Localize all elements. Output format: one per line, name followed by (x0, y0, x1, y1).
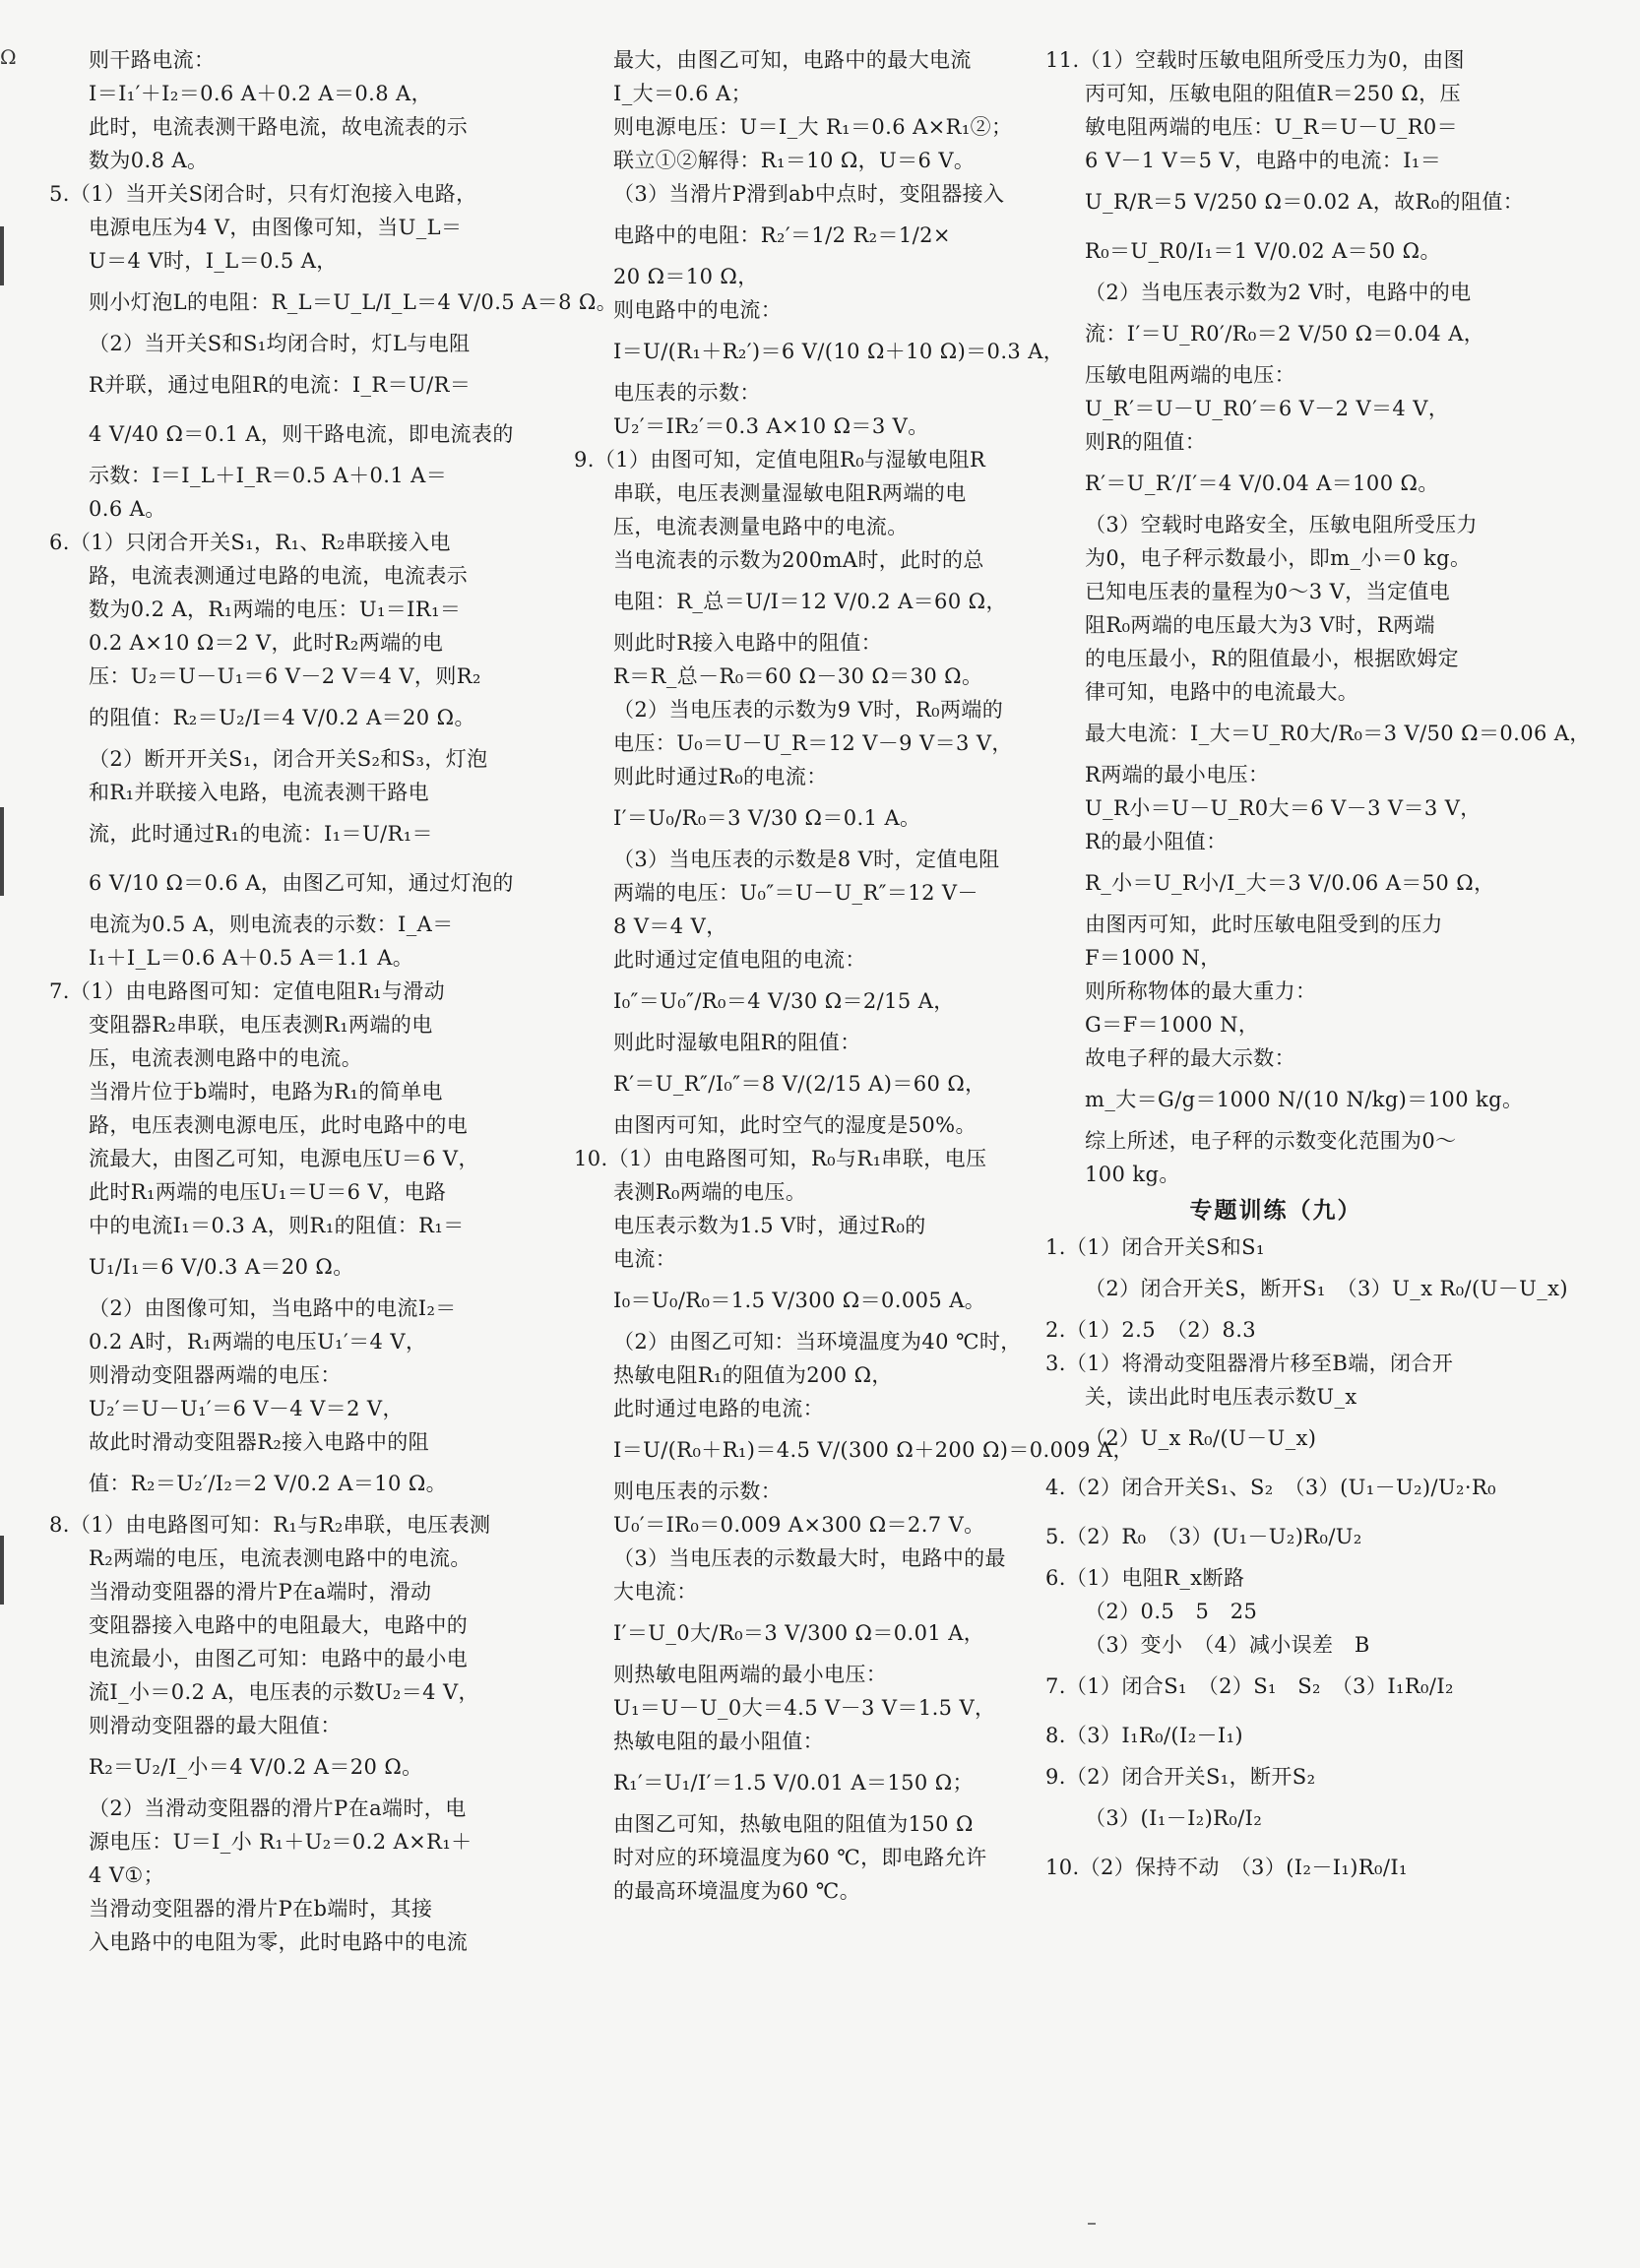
text-line: 则滑动变阻器的最大阻值： (89, 1714, 342, 1737)
text-line: 电压：U₀＝U－U_R＝12 V－9 V＝3 V， (613, 731, 1013, 755)
text-line: （2）当电压表示数为2 V时，电路中的电 (1085, 281, 1472, 304)
text-line: 则R的阻值： (1085, 430, 1207, 454)
text-line: （2）由图像可知，当电路中的电流I₂＝ (89, 1296, 457, 1320)
text-line: 压敏电阻两端的电压： (1085, 363, 1295, 387)
text-line: 由图丙可知，此时压敏电阻受到的压力 (1085, 913, 1443, 936)
formula-line: 6 V/10 Ω＝0.6 A，由图乙可知，通过灯泡的 (89, 871, 514, 895)
text-line: （2）由图乙可知：当环境温度为40 ℃时， (613, 1330, 1022, 1354)
text-line: 最大，由图乙可知，电路中的最大电流 (613, 48, 972, 72)
text-line: 压，电流表测量电路中的电流。 (613, 515, 909, 538)
formula-line: 电路中的电阻：R₂′＝1/2 R₂＝1/2× (613, 223, 951, 247)
text-line: R₂两端的电压，电流表测电路中的电流。 (89, 1546, 472, 1570)
text-line: 的最高环境温度为60 ℃。 (613, 1879, 861, 1903)
formula-line: I＝U/(R₀＋R₁)＝4.5 V/(300 Ω＋200 Ω)＝0.009 A， (613, 1438, 1134, 1462)
text-line: 压：U₂＝U－U₁＝6 V－2 V＝4 V，则R₂ (89, 664, 481, 688)
text-line: 则电路中的电流： (613, 298, 783, 322)
answer-6: 6.（1）电阻R_x断路 (1045, 1566, 1245, 1590)
formula-line: 4 V/40 Ω＝0.1 A，则干路电流，即电流表的 (89, 422, 514, 446)
answer-1: 1.（1）闭合开关S和S₁ (1045, 1235, 1265, 1259)
formula-line: I＝U/(R₁＋R₂′)＝6 V/(10 Ω＋10 Ω)＝0.3 A， (613, 340, 1065, 363)
answer-line: （3）变小 （4）减小误差 B (1085, 1633, 1370, 1657)
formula-line: I₀＝U₀/R₀＝1.5 V/300 Ω＝0.005 A。 (613, 1289, 986, 1312)
text-line: （2）当电压表的示数为9 V时，R₀两端的 (613, 698, 1004, 722)
text-line: 8 V＝4 V， (613, 914, 727, 938)
text-line: 电流： (613, 1247, 677, 1271)
column-left (49, 43, 618, 1959)
text-line: 示数：I＝I_L＋I_R＝0.5 A＋0.1 A＝ (89, 464, 448, 487)
formula-line: I′＝U_0大/R₀＝3 V/300 Ω＝0.01 A， (613, 1621, 985, 1645)
text-line: 0.6 A。 (89, 497, 166, 521)
text-line: 流I_小＝0.2 A，电压表的示数U₂＝4 V， (89, 1680, 479, 1704)
answer-line: （3）(I₁－I₂)R₀/I₂ (1085, 1806, 1263, 1830)
text-line: I₁＋I_L＝0.6 A＋0.5 A＝1.1 A。 (89, 946, 414, 970)
answer-4: 4.（2）闭合开关S₁、S₂ （3）(U₁－U₂)/U₂·R₀ (1045, 1476, 1496, 1499)
binding-edge-mark (0, 1536, 4, 1605)
text-line: 丙可知，压敏电阻的阻值R＝250 Ω，压 (1085, 82, 1461, 105)
text-line: 律可知，电路中的电流最大。 (1085, 680, 1359, 704)
text-line: 敏电阻两端的电压：U_R＝U－U_R0＝ (1085, 115, 1459, 139)
text-line: 20 Ω＝10 Ω， (613, 265, 759, 288)
formula-line: I′＝U₀/R₀＝3 V/30 Ω＝0.1 A。 (613, 806, 921, 830)
text-line: 6 V－1 V＝5 V，电路中的电流：I₁＝ (1085, 149, 1442, 172)
formula-line: 流：I′＝U_R0′/R₀＝2 V/50 Ω＝0.04 A， (1085, 322, 1485, 346)
text-line: 当滑动变阻器的滑片P在a端时，滑动 (89, 1580, 432, 1604)
answer-line: （2）闭合开关S，断开S₁ （3）U_x R₀/(U－U_x) (1085, 1277, 1568, 1300)
formula-line: 值：R₂＝U₂′/I₂＝2 V/0.2 A＝10 Ω。 (89, 1472, 448, 1495)
text-line: 路，电流表测通过电路的电流，电流表示 (89, 564, 469, 588)
text-line: 热敏电阻R₁的阻值为200 Ω， (613, 1363, 893, 1387)
question-7: 7.（1）由电路图可知：定值电阻R₁与滑动 (49, 979, 446, 1003)
text-line: （3）空载时电路安全，压敏电阻所受压力 (1085, 513, 1478, 536)
answer-line: 关，读出此时电压表示数U_x (1085, 1385, 1357, 1409)
text-line: 此时通过电路的电流： (613, 1397, 824, 1420)
text-line: 流最大，由图乙可知，电源电压U＝6 V， (89, 1147, 479, 1170)
text-line: （2）断开开关S₁，闭合开关S₂和S₃，灯泡 (89, 747, 488, 771)
text-line: 的电压最小，R的阻值最小，根据欧姆定 (1085, 647, 1460, 670)
text-line: 此时，电流表测干路电流，故电流表的示 (89, 115, 469, 139)
formula-line: m_大＝G/g＝1000 N/(10 N/kg)＝100 kg。 (1085, 1088, 1524, 1111)
text-line: U_R′＝U－U_R0′＝6 V－2 V＝4 V， (1085, 397, 1450, 420)
text-line: 4 V①； (89, 1863, 165, 1887)
text-line: 0.2 A时，R₁两端的电压U₁′＝4 V， (89, 1330, 427, 1354)
text-line: 中的电流I₁＝0.3 A，则R₁的阻值：R₁＝ (89, 1214, 465, 1237)
text-line: 则干路电流： (89, 48, 216, 72)
text-line: F＝1000 N， (1085, 946, 1222, 970)
text-line: 联立①②解得：R₁＝10 Ω，U＝6 V。 (613, 149, 976, 172)
formula-line: R_小＝U_R小/I_大＝3 V/0.06 A＝50 Ω， (1085, 871, 1495, 895)
text-line: 由图乙可知，热敏电阻的阻值为150 Ω (613, 1812, 974, 1836)
text-line: （3）当电压表的示数是8 V时，定值电阻 (613, 848, 1000, 871)
text-line: （2）当滑动变阻器的滑片P在a端时，电 (89, 1796, 467, 1820)
text-line: 此时通过定值电阻的电流： (613, 948, 866, 972)
binding-edge-mark (0, 226, 4, 285)
text-line: 为0，电子秤示数最小，即m_小＝0 kg。 (1085, 546, 1472, 570)
formula-line: R₂＝U₂/I_小＝4 V/0.2 A＝20 Ω。 (89, 1755, 423, 1779)
text-line: 故此时滑动变阻器R₂接入电路中的阻 (89, 1430, 430, 1454)
column-right (1045, 43, 1591, 1892)
text-line: 由图丙可知，此时空气的湿度是50%。 (613, 1113, 977, 1137)
answer-9: 9.（2）闭合开关S₁，断开S₂ (1045, 1765, 1316, 1789)
text-line: 电流为0.5 A，则电流表的示数：I_A＝ (89, 913, 454, 936)
text-line: 电源电压为4 V，由图像可知，当U_L＝ (89, 216, 463, 239)
text-line: 数为0.8 A。 (89, 149, 209, 172)
answer-8: 8.（3）I₁R₀/(I₂－I₁) (1045, 1724, 1244, 1747)
text-line: 当滑片位于b端时，电路为R₁的简单电 (89, 1080, 443, 1103)
answer-2: 2.（1）2.5 （2）8.3 (1045, 1318, 1257, 1342)
text-line: 则此时R接入电路中的阻值： (613, 631, 883, 655)
question-6: 6.（1）只闭合开关S₁，R₁、R₂串联接入电 (49, 531, 451, 554)
text-line: 路，电压表测电源电压，此时电路中的电 (89, 1113, 469, 1137)
formula-line: R并联，通过电阻R的电流：I_R＝U/R＝ (89, 373, 472, 397)
text-line: U₂′＝U－U₁′＝6 V－4 V＝2 V， (89, 1397, 404, 1420)
formula-line: R₁′＝U₁/I′＝1.5 V/0.01 A＝150 Ω； (613, 1771, 974, 1795)
text-line: 数为0.2 A，R₁两端的电压：U₁＝IR₁＝ (89, 598, 462, 621)
text-line: R两端的最小电压： (1085, 763, 1270, 787)
section-title: 专题训练（九） (1189, 1198, 1362, 1224)
text-line: 则热敏电阻两端的最小电压： (613, 1663, 888, 1686)
text-line: 表测R₀两端的电压。 (613, 1180, 807, 1204)
formula-line: 最大电流：I_大＝U_R0大/R₀＝3 V/50 Ω＝0.06 A， (1085, 722, 1591, 745)
text-line: 电压表示数为1.5 V时，通过R₀的 (613, 1214, 926, 1237)
text-line: 0.2 A×10 Ω＝2 V，此时R₂两端的电 (89, 631, 444, 655)
text-line: U₁＝U－U_0大＝4.5 V－3 V＝1.5 V， (613, 1696, 996, 1720)
text-line: U＝4 V时，I_L＝0.5 A， (89, 249, 338, 273)
formula-line: I₀″＝U₀″/R₀＝4 V/30 Ω＝2/15 A， (613, 989, 955, 1013)
text-line: （3）当电压表的示数最大时，电路中的最 (613, 1546, 1006, 1570)
formula-line: 电阻：R_总＝U/I＝12 V/0.2 A＝60 Ω， (613, 590, 1007, 613)
text-line: 两端的电压：U₀″＝U－U_R″＝12 V－ (613, 881, 978, 905)
text-line: R＝R_总－R₀＝60 Ω－30 Ω＝30 Ω。 (613, 664, 983, 688)
text-line: （2）当开关S和S₁均闭合时，灯L与电阻 (89, 332, 471, 355)
answer-7: 7.（1）闭合S₁ （2）S₁ S₂ （3）I₁R₀/I₂ (1045, 1674, 1454, 1698)
text-line: 电流最小，由图乙可知：电路中的最小电 (89, 1647, 469, 1670)
text-line: 则电源电压：U＝I_大 R₁＝0.6 A×R₁②； (613, 115, 1013, 139)
answer-3: 3.（1）将滑动变阻器滑片移至B端，闭合开 (1045, 1352, 1454, 1375)
formula-line: U_R/R＝5 V/250 Ω＝0.02 A，故R₀的阻值： (1085, 190, 1525, 214)
text-line: 已知电压表的量程为0～3 V，当定值电 (1085, 580, 1451, 603)
text-line: 则电压表的示数： (613, 1480, 783, 1503)
text-line: 100 kg。 (1085, 1163, 1180, 1186)
formula-line: R′＝U_R″/I₀″＝8 V/(2/15 A)＝60 Ω， (613, 1072, 986, 1096)
text-line: G＝F＝1000 N， (1085, 1013, 1260, 1037)
text-line: 电压表的示数： (613, 381, 761, 405)
text-line: 大电流： (613, 1580, 698, 1604)
text-line: 压，电流表测电路中的电流。 (89, 1046, 363, 1070)
text-line: 源电压：U＝I_小 R₁＋U₂＝0.2 A×R₁＋ (89, 1830, 473, 1854)
answer-5: 5.（2）R₀ （3）(U₁－U₂)R₀/U₂ (1045, 1525, 1362, 1548)
text-line: U_R小＝U－U_R0大＝6 V－3 V＝3 V， (1085, 796, 1482, 820)
text-line: I_大＝0.6 A； (613, 82, 753, 105)
text-line: 当电流表的示数为200mA时，此时的总 (613, 548, 984, 572)
margin-mark: Ω (0, 45, 17, 69)
text-line: 此时R₁两端的电压U₁＝U＝6 V，电路 (89, 1180, 447, 1204)
text-line: 阻R₀两端的电压最大为3 V时，R两端 (1085, 613, 1435, 637)
text-line: （3）当滑片P滑到ab中点时，变阻器接入 (613, 182, 1005, 206)
footer-mark (1088, 2223, 1096, 2225)
text-line: 则此时湿敏电阻R的阻值： (613, 1031, 861, 1054)
answer-line: （2）U_x R₀/(U－U_x) (1085, 1426, 1317, 1450)
formula-line: R′＝U_R′/I′＝4 V/0.04 A＝100 Ω。 (1085, 472, 1439, 495)
text-line: 变阻器R₂串联，电压表测R₁两端的电 (89, 1013, 433, 1037)
text-line: 则滑动变阻器两端的电压： (89, 1363, 342, 1387)
question-10: 10.（1）由电路图可知，R₀与R₁串联，电压 (574, 1147, 987, 1170)
question-11: 11.（1）空载时压敏电阻所受压力为0，由图 (1045, 48, 1465, 72)
binding-edge-mark (0, 807, 4, 896)
text-line: I＝I₁′＋I₂＝0.6 A＋0.2 A＝0.8 A， (89, 82, 433, 105)
text-line: 时对应的环境温度为60 ℃，即电路允许 (613, 1846, 987, 1869)
text-line: 入电路中的电阻为零，此时电路中的电流 (89, 1930, 469, 1954)
formula-line: R₀＝U_R0/I₁＝1 V/0.02 A＝50 Ω。 (1085, 239, 1441, 263)
text-line: 和R₁并联接入电路，电流表测干路电 (89, 781, 430, 804)
question-9: 9.（1）由图可知，定值电阻R₀与湿敏电阻R (574, 448, 986, 472)
question-8: 8.（1）由电路图可知：R₁与R₂串联，电压表测 (49, 1513, 491, 1537)
text-line: R的最小阻值： (1085, 830, 1228, 853)
text-line: 变阻器接入电路中的电阻最大，电路中的 (89, 1613, 469, 1637)
formula-line: 的阻值：R₂＝U₂/I＝4 V/0.2 A＝20 Ω。 (89, 706, 475, 729)
formula-line: U₁/I₁＝6 V/0.3 A＝20 Ω。 (89, 1255, 354, 1279)
text-line: 故电子秤的最大示数： (1085, 1046, 1295, 1070)
answer-line: （2）0.5 5 25 (1085, 1600, 1258, 1623)
text-line: 串联，电压表测量湿敏电阻R两端的电 (613, 481, 967, 505)
text-line: 当滑动变阻器的滑片P在b端时，其接 (89, 1897, 433, 1921)
text-line: 综上所述，电子秤的示数变化范围为0～ (1085, 1129, 1457, 1153)
text-line: 则此时通过R₀的电流： (613, 765, 828, 788)
formula-line: 则小灯泡L的电阻：R_L＝U_L/I_L＝4 V/0.5 A＝8 Ω。 (89, 290, 618, 314)
text-line: U₀′＝IR₀＝0.009 A×300 Ω＝2.7 V。 (613, 1513, 985, 1537)
text-line: 则所称物体的最大重力： (1085, 979, 1317, 1003)
text-line: 热敏电阻的最小阻值： (613, 1730, 824, 1753)
formula-line: 流，此时通过R₁的电流：I₁＝U/R₁＝ (89, 822, 433, 846)
question-5: 5.（1）当开关S闭合时，只有灯泡接入电路， (49, 182, 477, 206)
answer-10: 10.（2）保持不动 （3）(I₂－I₁)R₀/I₁ (1045, 1856, 1408, 1879)
text-line: U₂′＝IR₂′＝0.3 A×10 Ω＝3 V。 (613, 414, 929, 438)
